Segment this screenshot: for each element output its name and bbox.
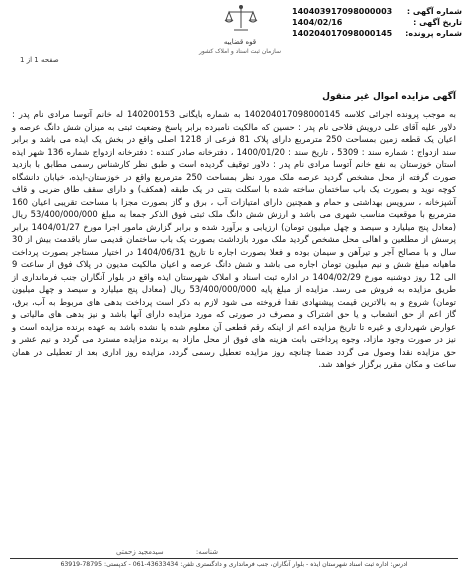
ad-date: 1404/02/16 [292, 18, 343, 27]
file-number-label: شماره پرونده: [405, 29, 462, 38]
org-line-2: سازمان ثبت اسناد و املاک کشور [198, 48, 282, 55]
notice-title: آگهی مزایده اموال غیر منقول [322, 92, 456, 102]
document-header [0, 0, 468, 72]
ad-number-row [292, 6, 462, 17]
signature-label: شناسه: [195, 548, 218, 556]
org-line-1: قوه قضاییه [223, 38, 257, 46]
organization-name [150, 38, 330, 56]
footer-address: ادرس: اداره ثبت اسناد شهرستان ایذه - بلوار آنگاران، جنب فرمانداری و دادگستری تلفن: 43633434-061 - کدپستی: 78795-63919 [60, 561, 408, 568]
notice-body: به موجب پرونده اجرائی کلاسه 140204017098000145 به شماره بایگانی 140200153 له خانم آتوسا مرادی نام پدر : دلاور علیه آقای علی درویش فلاحی نام پدر : حسین که مالکیت نامبرده برابر پاسخ وضعیت ثبتی به میزان شش دانگ عرصه و اعیان یک قطعه زمین بمساحت 250 مترمربع دارای پلاک 81 فرعی از 1218 اصلی واقع در بخش یک ایذه می باشد و برابر سند ازدواج : شماره سند : 5309 ، تاریخ سند : 1400/01/20 ، دفترخانه صادر کننده : دفترخانه ازدواج شماره 136 شهر ایذه استان خوزستان به نفع خانم آتوسا مرادی نام پدر : دلاور توقیف گردیده است و طبق نظر کارشناس رسمی مطابق با بازدید صورت گرفته از محل مشخص گردید عرصه ملک مورد نظر بمساحت 250 مترمربع واقع در خوزستان-ایذه، خیابان دانشگاه کوچه نوید و بصورت یک باب ساختمان ساخته شده با اسکلت بتنی در یک طبقه (همکف) و دارای سقف طاق ضربی و قاف آشپزخانه ، سرویس بهداشتی و حمام و همچنین دارای امتیازات آب ، برق و گاز بصورت مجزا با مساحت تقریبی اعیان 160 مترمربع با موقعیت مناسب شهری می باشد و ارزش شش دانگ ملک ثبتی فوق الذکر جمعا به مبلغ 53/400/000/000 ریال (معادل پنج میلیارد و سیصد و چهل میلیون تومان) ارزیابی و برآورد شده و برابر گزارش مامور اجرا مورخ 1404/01/27 برابر پرسش از مطلعین و اهالی محل مشخص گردید ملک مورد بازداشت بصورت یک باب ساختمان قدیمی ساز باقدمت بیش از 30 سال و با مصالح آجر و تیرآهن و سیمان بوده و فعلا بصورت اجاره تا تاریخ 1404/06/31 در اختیار مستاجر بصورت پرداخت ماهیانه مبلغ شش و نیم میلیون تومان اجاره می باشد و شش دانگ عرصه و اعیان مالکیت مدیون در پلاک فوق از ساعت 9 الی 12 روز دوشنبه مورخ 1404/02/29 در اداره ثبت اسناد و املاک شهرستان ایذه واقع در بلوار آنگاران جنب فرمانداری از طریق مزایده به فروش می رسد. مزایده از مبلغ پایه 53/400/000/000 ریال (معادل پنج میلیارد و سیصد و چهل میلیون تومان) شروع و به بالاترین قیمت پیشنهادی نقدا فروخته می شود لازم به ذکر است پرداخت بدهی های مربوط به آب، برق، گاز اعم از حق انشعاب و یا حق اشتراک و مصرف در صورتی که مورد مزایده دارای آنها باشد و نیز بدهی های مالیاتی و عوارض شهرداری و غیره تا تاریخ مزایده اعم از اینکه رقم قطعی آن معلوم شده یا نشده باشد به عهده برنده مزایده است و نیز در صورت وجود مازاد، وجوه پرداختی بابت هزینه های فوق از محل مازاد به برنده مزایده مسترد می گردد و نیم عشر و حق مزایده نقدا وصول می گردد ضمنا چنانچه روز مزایده تعطیل رسمی گردد، مزایده روز اداری بعد از تعطیلی در همان ساعت و مکان مقرر برگزار خواهد شد. [12, 109, 457, 369]
ad-metadata [292, 6, 462, 39]
signature [116, 548, 218, 556]
page-indicator: صفحه 1 از 1 [20, 56, 59, 64]
ad-number: 140403917098000003 [292, 7, 393, 16]
ad-date-label: تاریخ آگهی : [413, 18, 462, 27]
signature-name: سیدمجید زحمتی [116, 548, 164, 556]
footer-divider [10, 558, 458, 559]
ad-date-row [292, 17, 462, 28]
file-number: 140204017098000145 [292, 29, 393, 38]
ad-number-label: شماره آگهی : [406, 7, 462, 16]
judiciary-emblem-icon [222, 4, 260, 34]
